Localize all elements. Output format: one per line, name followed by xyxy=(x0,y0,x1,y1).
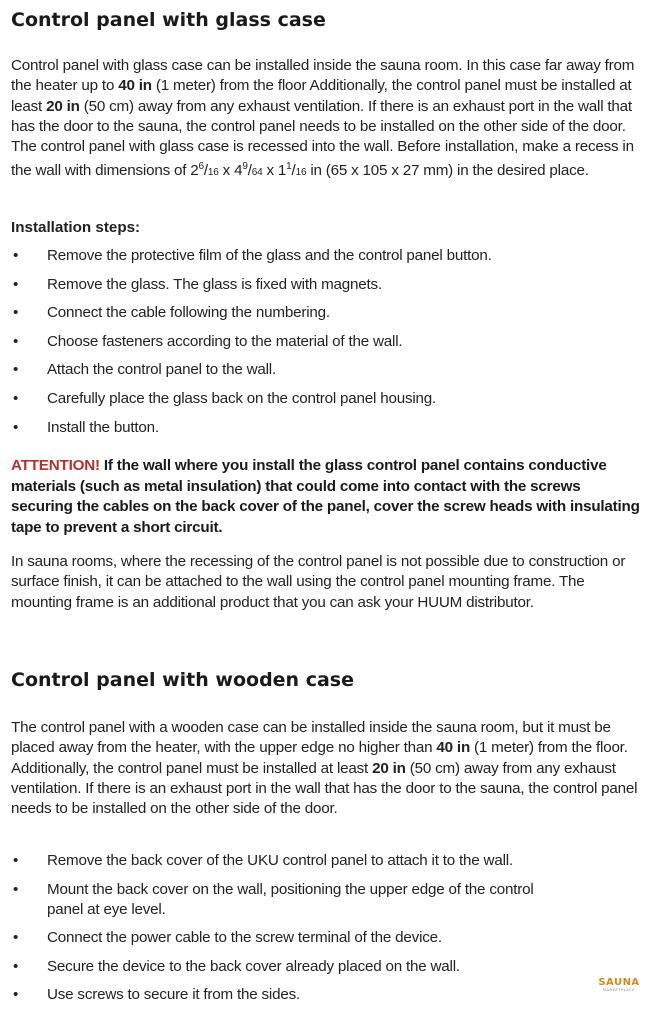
logo-tagline: MARKETPLACE xyxy=(602,988,636,992)
bullet: • xyxy=(13,986,19,1004)
installation-steps-list xyxy=(11,246,492,446)
list-item: • Remove the back cover of the UKU control panel to attach it to the wall. xyxy=(13,852,513,869)
installation-steps-label: Installation steps: xyxy=(11,219,141,236)
bullet: • xyxy=(13,247,19,264)
list-item: • Use screws to secure it from the sides. xyxy=(13,986,301,1004)
glass-case-intro-paragraph: Control panel with glass case can be installed inside the sauna room. In this case far away from the heater up to 40 in (1 meter) from the floor Additionally, the control panel must be installed at least 20 in (50 cm) away from any exhaust ventilation. If there is an exhaust port in the wall that has the door to the sauna, the control panel needs to be installed on the other side of the door. The control panel with glass case is recessed into the wall. Before installation, make a recess in the wall with dimensions of $2^6/16$ x $4^9/64$ x $1^1/16$ in (65 x 105 x 27 mm) in the desired place. xyxy=(11,57,635,180)
wooden-case-intro-paragraph: The control panel with a wooden case can be installed inside the sauna room, but it must be placed away from the heater, with the upper edge no higher than 40 in (1 meter) from the floor. Additionally, the control panel must be installed at least 20 in (50 cm) away from any exhaust ventilation. If there is an exhaust port in the wall that has the door to the sauna, the control panel needs to be installed on the other side of the door. xyxy=(11,719,638,818)
list-item: • Secure the device to the back cover already placed on the wall. xyxy=(13,957,460,975)
list-item: • Connect the cable following the numbering. xyxy=(13,304,330,322)
bullet: • xyxy=(13,418,19,436)
bullet: • xyxy=(13,304,19,322)
list-item: • Remove the protective film of the glass and the control panel button. xyxy=(13,247,492,264)
section-title-glass-case: Control panel with glass case xyxy=(11,9,326,31)
bullet: • xyxy=(13,957,19,975)
list-item: • Choose fasteners according to the material of the wall. xyxy=(13,332,403,350)
logo-wordmark: SAUNA xyxy=(598,977,640,988)
section-title-wooden-case: Control panel with wooden case xyxy=(11,669,354,691)
bullet: • xyxy=(13,275,19,293)
list-item: • Connect the power cable to the screw terminal of the device. xyxy=(13,929,442,947)
bullet: • xyxy=(13,880,19,898)
bullet: • xyxy=(13,332,19,350)
mounting-frame-paragraph: In sauna rooms, where the recessing of the control panel is not possible due to construction or surface finish, it can be attached to the wall using the control panel mounting frame. The mounting frame is an additional product that you can ask your HUUM distributor. xyxy=(11,553,626,611)
bullet: • xyxy=(13,361,19,379)
wooden-case-steps-list xyxy=(11,851,547,1014)
attention-label: ATTENTION! xyxy=(11,457,100,474)
list-item: • Install the button. xyxy=(13,418,159,436)
bullet: • xyxy=(13,929,19,947)
list-item: • Mount the back cover on the wall, positioning the upper edge of the control panel at eye level. xyxy=(13,880,534,918)
bullet: • xyxy=(13,852,19,869)
bullet: • xyxy=(13,389,19,407)
attention-warning: ATTENTION! If the wall where you install the glass control panel contains conductive materials (such as metal insulation) that could come into contact with the screws securing the cables on the back cover of the panel, cover the screw heads with insulating tape to prevent a short circuit. xyxy=(11,457,640,536)
list-item: • Attach the control panel to the wall. xyxy=(13,361,276,379)
sauna-marketplace-logo xyxy=(596,977,642,993)
list-item: • Remove the glass. The glass is fixed with magnets. xyxy=(13,275,382,293)
list-item: • Carefully place the glass back on the control panel housing. xyxy=(13,389,437,407)
